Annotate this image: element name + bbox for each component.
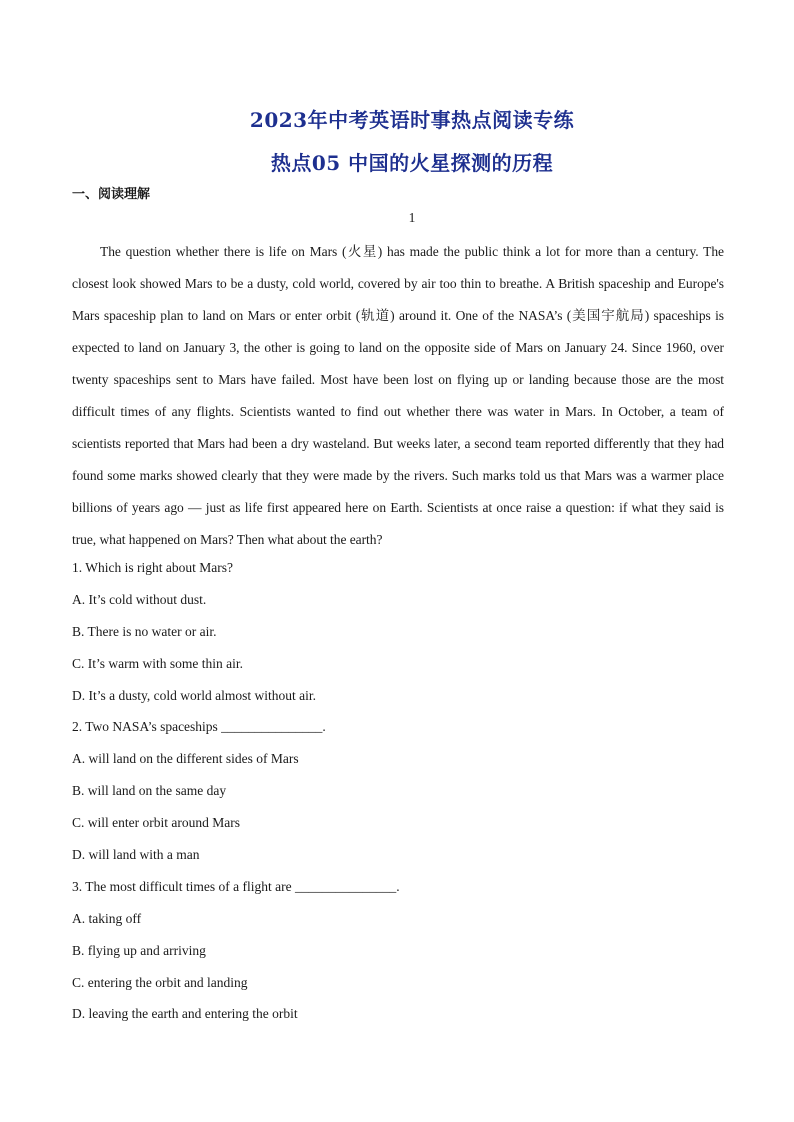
answer-option: A. It’s cold without dust.: [72, 591, 207, 607]
question-stem: 3. The most difficult times of a flight are _______________.: [72, 878, 400, 894]
answer-option: D. will land with a man: [72, 847, 200, 863]
question-item: [72, 871, 724, 1030]
question-item: [72, 711, 724, 870]
question-stem: 2. Two NASA’s spaceships _______________.: [72, 719, 326, 735]
answer-option: D. leaving the earth and entering the orbit: [72, 1006, 298, 1022]
answer-option: B. will land on the same day: [72, 783, 227, 799]
answer-option: C. It’s warm with some thin air.: [72, 655, 243, 671]
question-item: [72, 552, 724, 711]
answer-option: A. taking off: [72, 910, 142, 926]
answer-option: A. will land on the different sides of Mars: [72, 751, 299, 767]
passage-text: The question whether there is life on Mars (火星) has made the public think a lot for more than a century. The closest look showed Mars to be a dusty, cold world, covered by air too thin to breathe. A British spaceship and Europe's Mars spaceship plan to land on Mars or enter orbit (轨道) around it. One of the NASA’s (美国宇航局) spaceships is expected to land on January 3, the other is going to land on the opposite side of Mars on January 24. Since 1960, over twenty spaceships sent to Mars have failed. Most have been lost on flying up or landing because those are the most difficult times of any flights. Scientists wanted to find out whether there was water in Mars. In October, a team of scientists reported that Mars had been a dry wasteland. But weeks later, a second team reported differently that they had found some marks showed clearly that they were made by the rivers. Such marks told us that Mars was a warmer place billions of years ago — just as life first appeared here on Earth. Scientists at once raise a question: if what they said is true, what happened on Mars? Then what about the earth?: [72, 244, 724, 547]
answer-option: C. entering the orbit and landing: [72, 974, 248, 990]
answer-option: B. There is no water or air.: [72, 623, 217, 639]
answer-option: C. will enter orbit around Mars: [72, 815, 240, 831]
answer-option: B. flying up and arriving: [72, 942, 206, 958]
question-list: [72, 552, 724, 1030]
question-stem: 1. Which is right about Mars?: [72, 560, 233, 575]
answer-option: D. It’s a dusty, cold world almost without air.: [72, 687, 316, 703]
section-heading: 一、阅读理解: [72, 187, 151, 202]
document-subtitle: 热点05 中国的火星探测的历程: [270, 151, 554, 175]
document-title: 2023年中考英语时事热点阅读专练: [249, 108, 575, 132]
passage-number: 1: [408, 210, 416, 225]
